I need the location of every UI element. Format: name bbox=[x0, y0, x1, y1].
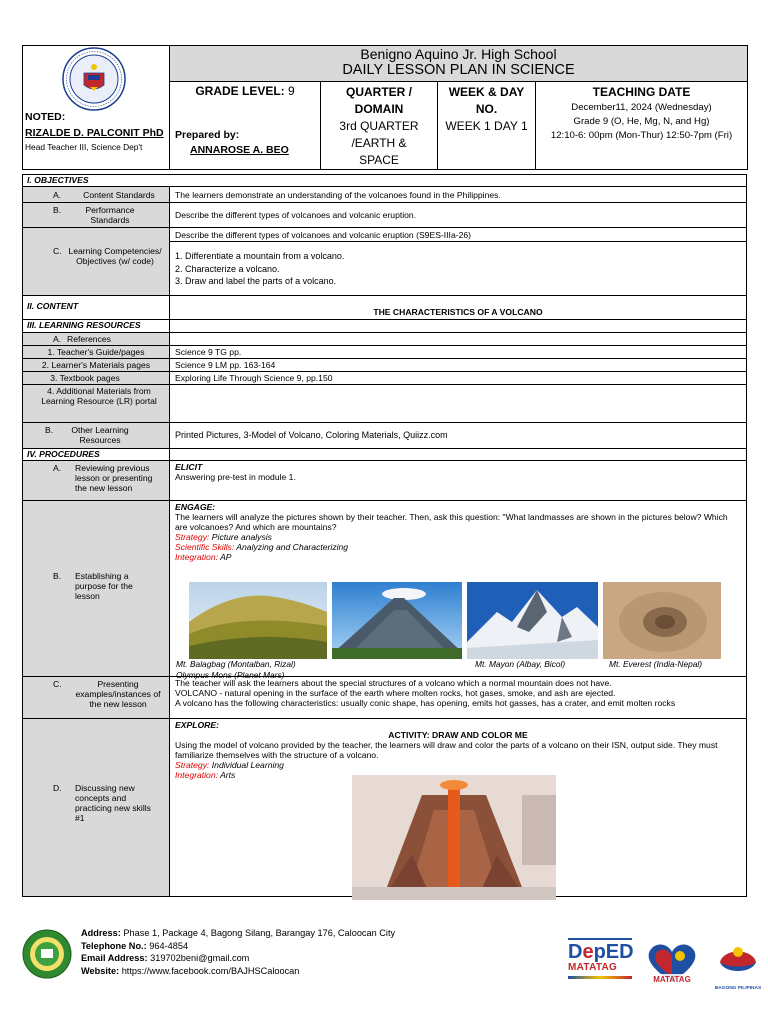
week-day-value: WEEK 1 DAY 1 bbox=[445, 119, 528, 133]
label-additional-materials: 4. Additional Materials from Learning Resource (LR) portal bbox=[23, 385, 170, 423]
label-references: A. References bbox=[23, 333, 170, 346]
plan-title: DAILY LESSON PLAN IN SCIENCE bbox=[342, 62, 575, 78]
explore-integration-label: Integration: bbox=[175, 770, 218, 780]
noted-label: NOTED: bbox=[25, 111, 66, 123]
engage-heading: ENGAGE: bbox=[175, 502, 216, 512]
section-resources-title: III. LEARNING RESOURCES bbox=[23, 320, 170, 333]
section-procedures-title: IV. PROCEDURES bbox=[23, 449, 170, 461]
explore-integration: Arts bbox=[220, 770, 236, 780]
label-procedure-c: C. Presenting examples/instances of the new lesson bbox=[23, 677, 170, 719]
teaching-class: Grade 9 (O, He, Mg, N, and Hg) bbox=[573, 116, 710, 127]
header-table bbox=[22, 45, 748, 170]
quarter-value: 3rd QUARTER /EARTH & SPACE bbox=[339, 119, 419, 167]
teaching-date: December11, 2024 (Wednesday) bbox=[571, 102, 712, 113]
performance-standards-value: Describe the different types of volcanoes and volcanic eruption. bbox=[170, 203, 747, 228]
photo-volcano-model bbox=[352, 775, 556, 900]
objectives-list bbox=[170, 242, 747, 296]
grade-level-label: GRADE LEVEL: bbox=[195, 84, 285, 98]
bagong-pilipinas-text: BAGONG PILIPINAS bbox=[714, 986, 762, 991]
label-teachers-guide: 1. Teacher's Guide/pages bbox=[23, 346, 170, 359]
label-textbook: 3. Textbook pages bbox=[23, 372, 170, 385]
explore-strategy: Individual Learning bbox=[211, 760, 284, 770]
telephone-value: 964-4854 bbox=[149, 940, 189, 951]
explore-text: Using the model of volcano provided by the teacher, the learners will draw and color the parts of a volcano on their ISN, output side. They must familiarize themselves with the structure of a volcano. bbox=[175, 740, 718, 760]
explore-strategy-label: Strategy: bbox=[175, 760, 210, 770]
content-topic: THE CHARACTERISTICS OF A VOLCANO bbox=[170, 296, 747, 320]
teaching-date-label: TEACHING DATE bbox=[592, 85, 691, 99]
teachers-guide-value: Science 9 TG pp. bbox=[170, 346, 747, 359]
grade-level-value: 9 bbox=[288, 84, 295, 98]
svg-text:MATATAG: MATATAG bbox=[653, 975, 691, 984]
explore-heading: EXPLORE: bbox=[175, 720, 219, 730]
telephone-label: Telephone No.: bbox=[81, 940, 147, 951]
caption-mt-balagbag: Mt. Balagbag (Montalban, Rizal) bbox=[176, 659, 296, 669]
presenting-line-1: The teacher will ask the learners about the special structures of a volcano which a normal mountain does not have. bbox=[175, 678, 612, 688]
explore-activity-title: ACTIVITY: DRAW AND COLOR ME bbox=[388, 730, 528, 740]
school-seal-logo bbox=[22, 929, 72, 979]
matatag-heart-logo bbox=[640, 936, 704, 988]
section-objectives-title: I. OBJECTIVES bbox=[23, 175, 747, 187]
noted-name: RIZALDE D. PALCONIT PhD bbox=[25, 127, 164, 139]
week-day-cell bbox=[438, 82, 536, 170]
other-resources-value: Printed Pictures, 3-Model of Volcano, Coloring Materials, Quiizz.com bbox=[170, 423, 747, 449]
engage-integration: AP bbox=[220, 552, 232, 562]
caption-mt-mayon: Mt. Mayon (Albay, Bicol) bbox=[475, 659, 566, 669]
school-title-cell bbox=[170, 46, 748, 82]
engage-integration-label: Integration: bbox=[175, 552, 218, 562]
section-content-title: II. CONTENT bbox=[23, 296, 170, 320]
matatag-text: MATATAG bbox=[568, 962, 618, 973]
label-procedure-d: D. Discussing new concepts and practicing new skills #1 bbox=[23, 719, 170, 897]
elicit-heading: ELICIT bbox=[175, 462, 203, 472]
label-procedure-b: B. Establishing a purpose for the lesson bbox=[23, 501, 170, 677]
address-label: Address: bbox=[81, 928, 121, 938]
presenting-line-2: VOLCANO - natural opening in the surface of the earth where molten rocks, hot gases, smoke, and ash are ejected. bbox=[175, 688, 616, 698]
photo-mt-balagbag bbox=[189, 582, 327, 659]
school-name: Benigno Aquino Jr. High School bbox=[360, 46, 557, 62]
label-procedure-a: A. Reviewing previous lesson or presenting the new lesson bbox=[23, 461, 170, 501]
competency-code-value: Describe the different types of volcanoes and volcanic eruption (S9ES-IIIa-26) bbox=[170, 228, 747, 242]
engage-skills-label: Scientific Skills: bbox=[175, 542, 235, 552]
prepared-by-label: Prepared by: bbox=[175, 129, 240, 141]
label-content-standards: A. Content Standards bbox=[23, 187, 170, 203]
prepared-by-name: ANNAROSE A. BEO bbox=[190, 144, 289, 156]
learners-materials-value: Science 9 LM pp. 163-164 bbox=[170, 359, 747, 372]
photo-mt-mayon bbox=[332, 582, 462, 659]
engage-skills: Analyzing and Characterizing bbox=[236, 542, 349, 552]
caption-olympus-mons: Olympus Mons (Planet Mars) bbox=[176, 670, 285, 680]
footer-contact bbox=[81, 927, 395, 977]
quarter-label: QUARTER / DOMAIN bbox=[346, 85, 412, 116]
photo-olympus-mons bbox=[603, 582, 721, 659]
address-value: Phase 1, Package 4, Bagong Silang, Barangay 176, Caloocan City bbox=[123, 928, 396, 938]
label-performance-standards: B. Performance Standards bbox=[23, 203, 170, 228]
photo-mt-everest bbox=[467, 582, 598, 659]
label-other-resources: B. Other Learning Resources bbox=[23, 423, 170, 449]
website-value: https://www.facebook.com/BAJHSCaloocan bbox=[121, 965, 300, 976]
noted-position: Head Teacher III, Science Dep't bbox=[25, 142, 143, 152]
procedure-a-content bbox=[170, 461, 747, 501]
deped-matatag-logo: DepED MATATAG bbox=[568, 938, 632, 984]
objective-2: 2. Characterize a volcano. bbox=[175, 263, 280, 274]
procedure-c-content bbox=[170, 677, 747, 719]
elicit-text: Answering pre-test in module 1. bbox=[175, 472, 296, 482]
engage-strategy-label: Strategy: bbox=[175, 532, 210, 542]
presenting-line-3: A volcano has the following characteristics: usually conic shape, has opening, emits hot gasses, has a crater, and emit molten rocks bbox=[175, 698, 676, 708]
teaching-time: 12:10-6: 00pm (Mon-Thur) 12:50-7pm (Fri) bbox=[550, 130, 733, 141]
teaching-date-cell bbox=[536, 82, 748, 170]
label-learners-materials: 2. Learner's Materials pages bbox=[23, 359, 170, 372]
label-learning-competencies: C. Learning Competencies/ Objectives (w/ code) bbox=[23, 228, 170, 296]
objective-3: 3. Draw and label the parts of a volcano. bbox=[175, 276, 337, 286]
website-label: Website: bbox=[81, 965, 120, 976]
quarter-cell bbox=[321, 82, 438, 170]
caption-mt-everest: Mt. Everest (India-Nepal) bbox=[609, 659, 703, 669]
engage-strategy: Picture analysis bbox=[211, 532, 272, 542]
email-value: 319702beni@gmail.com bbox=[150, 953, 250, 963]
textbook-value: Exploring Life Through Science 9, pp.150 bbox=[170, 372, 747, 385]
email-label: Email Address: bbox=[81, 953, 148, 963]
content-standards-value: The learners demonstrate an understanding of the volcanoes found in the Philippines. bbox=[170, 187, 747, 203]
grade-level-cell bbox=[170, 82, 321, 170]
week-day-label: WEEK & DAY NO. bbox=[448, 85, 525, 116]
bagong-pilipinas-logo bbox=[712, 940, 764, 990]
engage-text: The learners will analyze the pictures shown by their teacher. Then, ask this question: "What landmasses are shown in the pictures below? Which are volcanoes? And which are mountains? bbox=[175, 512, 728, 532]
objective-1: 1. Differentiate a mountain from a volcano. bbox=[175, 251, 345, 261]
